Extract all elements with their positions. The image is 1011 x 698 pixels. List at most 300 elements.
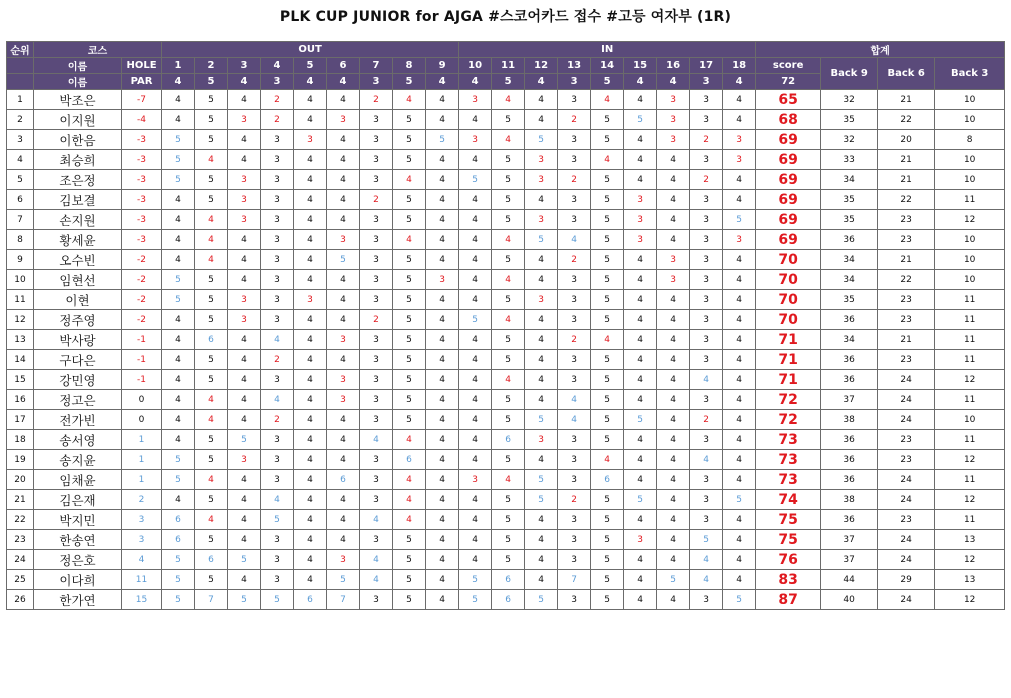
hole-score-2: 5 [195, 530, 228, 550]
rank-header: 순위 [7, 42, 34, 58]
hole-score-2: 5 [195, 450, 228, 470]
hole-score-7: 3 [360, 170, 393, 190]
hole-score-13: 7 [558, 570, 591, 590]
back3-cell: 13 [935, 570, 1005, 590]
hole-score-5: 4 [294, 210, 327, 230]
hole-score-4: 3 [261, 530, 294, 550]
hole-score-4: 3 [261, 130, 294, 150]
hole-number-8: 8 [393, 58, 426, 74]
hole-score-16: 3 [657, 270, 690, 290]
hole-score-6: 4 [327, 210, 360, 230]
hole-score-8: 5 [393, 590, 426, 610]
hole-score-17: 3 [690, 490, 723, 510]
hole-score-6: 7 [327, 590, 360, 610]
hole-score-6: 4 [327, 310, 360, 330]
hole-score-15: 4 [624, 290, 657, 310]
hole-score-3: 5 [228, 550, 261, 570]
table-row [7, 430, 1005, 450]
hole-score-11: 4 [492, 370, 525, 390]
hole-par-2: 5 [195, 74, 228, 90]
hole-score-12: 4 [525, 510, 558, 530]
hole-score-16: 4 [657, 510, 690, 530]
hole-score-12: 4 [525, 250, 558, 270]
hole-score-14: 5 [591, 210, 624, 230]
hole-score-11: 5 [492, 150, 525, 170]
hole-score-9: 5 [426, 130, 459, 150]
hole-score-5: 4 [294, 410, 327, 430]
back3-cell: 10 [935, 150, 1005, 170]
hole-score-18: 4 [723, 570, 756, 590]
hole-score-11: 5 [492, 250, 525, 270]
rank-cell: 16 [7, 390, 34, 410]
hole-score-5: 4 [294, 370, 327, 390]
hole-score-3: 4 [228, 490, 261, 510]
hole-number-14: 14 [591, 58, 624, 74]
table-row [7, 110, 1005, 130]
table-row [7, 310, 1005, 330]
hole-score-13: 3 [558, 290, 591, 310]
rank-cell: 7 [7, 210, 34, 230]
back3-cell: 13 [935, 530, 1005, 550]
back9-cell: 36 [821, 230, 878, 250]
to-par-cell: -4 [122, 110, 162, 130]
hole-score-1: 6 [162, 530, 195, 550]
hole-score-18: 4 [723, 310, 756, 330]
hole-score-15: 4 [624, 310, 657, 330]
back9-cell: 37 [821, 530, 878, 550]
hole-score-5: 4 [294, 230, 327, 250]
hole-score-11: 5 [492, 350, 525, 370]
hole-score-13: 4 [558, 410, 591, 430]
hole-score-14: 5 [591, 410, 624, 430]
hole-score-12: 5 [525, 410, 558, 430]
hole-score-7: 4 [360, 570, 393, 590]
hole-score-12: 3 [525, 210, 558, 230]
hole-score-9: 4 [426, 250, 459, 270]
hole-score-5: 4 [294, 250, 327, 270]
hole-score-4: 4 [261, 390, 294, 410]
hole-number-2: 2 [195, 58, 228, 74]
hole-score-7: 3 [360, 270, 393, 290]
hole-score-9: 4 [426, 230, 459, 250]
hole-score-13: 3 [558, 310, 591, 330]
back6-cell: 24 [878, 490, 935, 510]
hole-score-15: 4 [624, 430, 657, 450]
rank-cell: 11 [7, 290, 34, 310]
hole-score-4: 3 [261, 290, 294, 310]
back6-cell: 24 [878, 410, 935, 430]
hole-score-13: 3 [558, 470, 591, 490]
hole-score-3: 4 [228, 370, 261, 390]
back6-cell: 22 [878, 190, 935, 210]
total-header: 합계 [756, 42, 1005, 58]
hole-score-15: 4 [624, 330, 657, 350]
hole-score-12: 4 [525, 570, 558, 590]
hole-score-17: 2 [690, 410, 723, 430]
hole-score-12: 3 [525, 290, 558, 310]
hole-score-13: 3 [558, 550, 591, 570]
hole-score-8: 5 [393, 190, 426, 210]
hole-score-3: 4 [228, 530, 261, 550]
hole-score-17: 3 [690, 590, 723, 610]
hole-score-8: 5 [393, 210, 426, 230]
hole-score-2: 5 [195, 130, 228, 150]
hole-score-6: 4 [327, 510, 360, 530]
rank-cell: 24 [7, 550, 34, 570]
hole-number-5: 5 [294, 58, 327, 74]
back9-cell: 38 [821, 410, 878, 430]
hole-number-16: 16 [657, 58, 690, 74]
hole-score-7: 3 [360, 450, 393, 470]
hole-score-13: 3 [558, 450, 591, 470]
rank-cell: 12 [7, 310, 34, 330]
back3-cell: 12 [935, 490, 1005, 510]
back3-cell: 12 [935, 370, 1005, 390]
table-row [7, 210, 1005, 230]
hole-score-18: 4 [723, 450, 756, 470]
hole-score-2: 5 [195, 190, 228, 210]
hole-score-13: 3 [558, 370, 591, 390]
hole-score-8: 4 [393, 90, 426, 110]
hole-score-15: 4 [624, 510, 657, 530]
hole-score-14: 5 [591, 550, 624, 570]
hole-score-2: 5 [195, 490, 228, 510]
hole-score-11: 5 [492, 170, 525, 190]
player-name: 황세윤 [34, 230, 122, 250]
hole-score-13: 3 [558, 130, 591, 150]
total-score: 69 [756, 150, 821, 170]
total-score: 73 [756, 470, 821, 490]
hole-score-9: 4 [426, 110, 459, 130]
hole-score-12: 4 [525, 350, 558, 370]
hole-number-15: 15 [624, 58, 657, 74]
table-row [7, 190, 1005, 210]
back3-cell: 12 [935, 550, 1005, 570]
total-score: 69 [756, 170, 821, 190]
hole-score-5: 3 [294, 290, 327, 310]
back9-cell: 32 [821, 130, 878, 150]
hole-score-5: 4 [294, 490, 327, 510]
hole-score-1: 4 [162, 90, 195, 110]
hole-score-18: 4 [723, 350, 756, 370]
hole-score-16: 5 [657, 570, 690, 590]
hole-score-1: 4 [162, 430, 195, 450]
back6-cell: 24 [878, 390, 935, 410]
hole-score-1: 4 [162, 370, 195, 390]
hole-score-10: 5 [459, 570, 492, 590]
back9-cell: 36 [821, 310, 878, 330]
hole-score-18: 4 [723, 530, 756, 550]
hole-number-3: 3 [228, 58, 261, 74]
hole-score-11: 4 [492, 270, 525, 290]
hole-score-13: 4 [558, 230, 591, 250]
to-par-cell: 1 [122, 470, 162, 490]
hole-score-18: 3 [723, 150, 756, 170]
hole-score-10: 3 [459, 470, 492, 490]
hole-score-5: 4 [294, 150, 327, 170]
back6-cell: 23 [878, 430, 935, 450]
hole-score-1: 5 [162, 590, 195, 610]
hole-score-18: 5 [723, 210, 756, 230]
hole-score-15: 3 [624, 190, 657, 210]
hole-score-7: 3 [360, 110, 393, 130]
hole-score-8: 4 [393, 170, 426, 190]
hole-score-4: 3 [261, 250, 294, 270]
hole-score-8: 5 [393, 350, 426, 370]
hole-score-18: 3 [723, 130, 756, 150]
back3-cell: 10 [935, 230, 1005, 250]
hole-score-11: 5 [492, 330, 525, 350]
hole-score-6: 3 [327, 390, 360, 410]
hole-score-15: 4 [624, 370, 657, 390]
total-score: 75 [756, 530, 821, 550]
total-score: 71 [756, 350, 821, 370]
hole-score-15: 5 [624, 410, 657, 430]
hole-score-14: 6 [591, 470, 624, 490]
rank-cell: 3 [7, 130, 34, 150]
hole-score-12: 4 [525, 110, 558, 130]
hole-score-3: 4 [228, 390, 261, 410]
total-score: 70 [756, 290, 821, 310]
hole-score-1: 5 [162, 470, 195, 490]
hole-score-2: 4 [195, 210, 228, 230]
player-name: 이다희 [34, 570, 122, 590]
hole-score-10: 5 [459, 170, 492, 190]
hole-score-3: 3 [228, 290, 261, 310]
hole-score-11: 6 [492, 590, 525, 610]
hole-number-17: 17 [690, 58, 723, 74]
hole-score-1: 4 [162, 490, 195, 510]
hole-score-15: 5 [624, 110, 657, 130]
hole-score-15: 4 [624, 170, 657, 190]
hole-score-8: 4 [393, 510, 426, 530]
hole-score-11: 5 [492, 410, 525, 430]
hole-score-6: 4 [327, 170, 360, 190]
hole-score-6: 4 [327, 410, 360, 430]
back3-cell: 12 [935, 450, 1005, 470]
total-score: 83 [756, 570, 821, 590]
hole-score-16: 4 [657, 470, 690, 490]
back9-cell: 35 [821, 290, 878, 310]
hole-score-2: 5 [195, 570, 228, 590]
total-score: 65 [756, 90, 821, 110]
hole-number-12: 12 [525, 58, 558, 74]
hole-score-8: 5 [393, 550, 426, 570]
back3-cell: 10 [935, 410, 1005, 430]
hole-score-5: 4 [294, 430, 327, 450]
back9-cell: 34 [821, 170, 878, 190]
hole-score-13: 3 [558, 510, 591, 530]
hole-score-9: 4 [426, 490, 459, 510]
hole-score-14: 5 [591, 510, 624, 530]
rank-cell: 1 [7, 90, 34, 110]
total-score: 69 [756, 210, 821, 230]
hole-score-4: 3 [261, 170, 294, 190]
hole-score-7: 4 [360, 430, 393, 450]
rank-cell: 13 [7, 330, 34, 350]
hole-score-8: 5 [393, 390, 426, 410]
back6-cell: 21 [878, 150, 935, 170]
hole-score-18: 5 [723, 490, 756, 510]
hole-par-5: 4 [294, 74, 327, 90]
table-row [7, 490, 1005, 510]
hole-par-7: 3 [360, 74, 393, 90]
hole-score-3: 4 [228, 330, 261, 350]
hole-score-5: 4 [294, 470, 327, 490]
hole-number-6: 6 [327, 58, 360, 74]
hole-score-13: 3 [558, 150, 591, 170]
table-row [7, 290, 1005, 310]
hole-score-5: 4 [294, 450, 327, 470]
hole-score-10: 4 [459, 410, 492, 430]
hole-score-1: 6 [162, 510, 195, 530]
hole-par-14: 5 [591, 74, 624, 90]
hole-score-15: 5 [624, 490, 657, 510]
hole-score-5: 4 [294, 550, 327, 570]
back3-cell: 11 [935, 350, 1005, 370]
hole-score-11: 5 [492, 290, 525, 310]
hole-score-11: 4 [492, 230, 525, 250]
hole-score-2: 4 [195, 470, 228, 490]
player-name: 구다은 [34, 350, 122, 370]
hole-score-13: 2 [558, 330, 591, 350]
hole-score-17: 4 [690, 450, 723, 470]
back3-cell: 11 [935, 310, 1005, 330]
hole-score-12: 4 [525, 310, 558, 330]
to-par-cell: -1 [122, 350, 162, 370]
hole-number-10: 10 [459, 58, 492, 74]
back6-cell: 24 [878, 530, 935, 550]
hole-score-13: 3 [558, 350, 591, 370]
total-score: 70 [756, 250, 821, 270]
hole-score-3: 4 [228, 130, 261, 150]
hole-number-4: 4 [261, 58, 294, 74]
hole-score-16: 4 [657, 310, 690, 330]
hole-score-12: 5 [525, 230, 558, 250]
hole-par-9: 4 [426, 74, 459, 90]
hole-score-17: 2 [690, 130, 723, 150]
hole-score-4: 5 [261, 510, 294, 530]
hole-score-2: 4 [195, 510, 228, 530]
back3-cell: 10 [935, 90, 1005, 110]
hole-score-11: 4 [492, 90, 525, 110]
hole-score-14: 5 [591, 250, 624, 270]
table-row [7, 390, 1005, 410]
player-name: 정은호 [34, 550, 122, 570]
hole-score-8: 4 [393, 490, 426, 510]
hole-row [7, 58, 1005, 74]
total-score: 68 [756, 110, 821, 130]
back9-cell: 34 [821, 330, 878, 350]
to-par-cell: -3 [122, 150, 162, 170]
hole-score-7: 3 [360, 330, 393, 350]
hole-score-8: 6 [393, 450, 426, 470]
player-name: 김보결 [34, 190, 122, 210]
back6-cell: 23 [878, 290, 935, 310]
hole-score-8: 5 [393, 570, 426, 590]
back9-cell: 36 [821, 510, 878, 530]
rank-cell: 22 [7, 510, 34, 530]
hole-score-7: 3 [360, 390, 393, 410]
hole-score-6: 3 [327, 370, 360, 390]
hole-score-7: 4 [360, 550, 393, 570]
hole-score-8: 5 [393, 130, 426, 150]
total-score: 75 [756, 510, 821, 530]
table-row [7, 230, 1005, 250]
table-row [7, 450, 1005, 470]
hole-score-2: 5 [195, 270, 228, 290]
back6-cell: 24 [878, 550, 935, 570]
hole-score-3: 4 [228, 230, 261, 250]
total-score: 74 [756, 490, 821, 510]
hole-score-17: 3 [690, 210, 723, 230]
course-header: 코스 [34, 42, 162, 58]
hole-score-3: 4 [228, 350, 261, 370]
hole-score-14: 5 [591, 370, 624, 390]
hole-score-6: 6 [327, 470, 360, 490]
hole-score-2: 5 [195, 290, 228, 310]
hole-score-10: 4 [459, 250, 492, 270]
hole-score-10: 4 [459, 110, 492, 130]
hole-score-18: 4 [723, 330, 756, 350]
hole-score-16: 4 [657, 550, 690, 570]
hole-score-7: 4 [360, 510, 393, 530]
hole-number-9: 9 [426, 58, 459, 74]
out-header: OUT [162, 42, 459, 58]
hole-score-9: 4 [426, 450, 459, 470]
hole-score-4: 2 [261, 410, 294, 430]
hole-score-6: 4 [327, 90, 360, 110]
hole-score-10: 3 [459, 130, 492, 150]
back9-cell: 36 [821, 450, 878, 470]
player-name: 임현선 [34, 270, 122, 290]
hole-score-14: 5 [591, 570, 624, 590]
hole-score-17: 4 [690, 570, 723, 590]
back9-cell: 35 [821, 190, 878, 210]
hole-score-7: 3 [360, 130, 393, 150]
hole-score-12: 5 [525, 130, 558, 150]
hole-score-12: 4 [525, 390, 558, 410]
hole-score-1: 4 [162, 190, 195, 210]
hole-score-14: 5 [591, 530, 624, 550]
hole-score-11: 5 [492, 490, 525, 510]
hole-score-12: 4 [525, 550, 558, 570]
hole-score-16: 4 [657, 230, 690, 250]
to-par-cell: -3 [122, 130, 162, 150]
rank-cell: 8 [7, 230, 34, 250]
hole-number-7: 7 [360, 58, 393, 74]
back6-cell: 23 [878, 450, 935, 470]
player-name: 박지민 [34, 510, 122, 530]
back6-cell: 24 [878, 590, 935, 610]
hole-score-12: 5 [525, 590, 558, 610]
player-name: 박사랑 [34, 330, 122, 350]
hole-score-8: 5 [393, 250, 426, 270]
hole-score-10: 4 [459, 150, 492, 170]
back3-cell: 10 [935, 270, 1005, 290]
hole-score-11: 5 [492, 190, 525, 210]
hole-score-13: 2 [558, 110, 591, 130]
hole-score-8: 5 [393, 290, 426, 310]
hole-score-12: 4 [525, 330, 558, 350]
hole-score-8: 5 [393, 370, 426, 390]
hole-score-3: 5 [228, 430, 261, 450]
hole-score-9: 4 [426, 150, 459, 170]
hole-score-9: 4 [426, 510, 459, 530]
blank-header [7, 58, 34, 74]
to-par-cell: -2 [122, 290, 162, 310]
hole-score-1: 4 [162, 310, 195, 330]
